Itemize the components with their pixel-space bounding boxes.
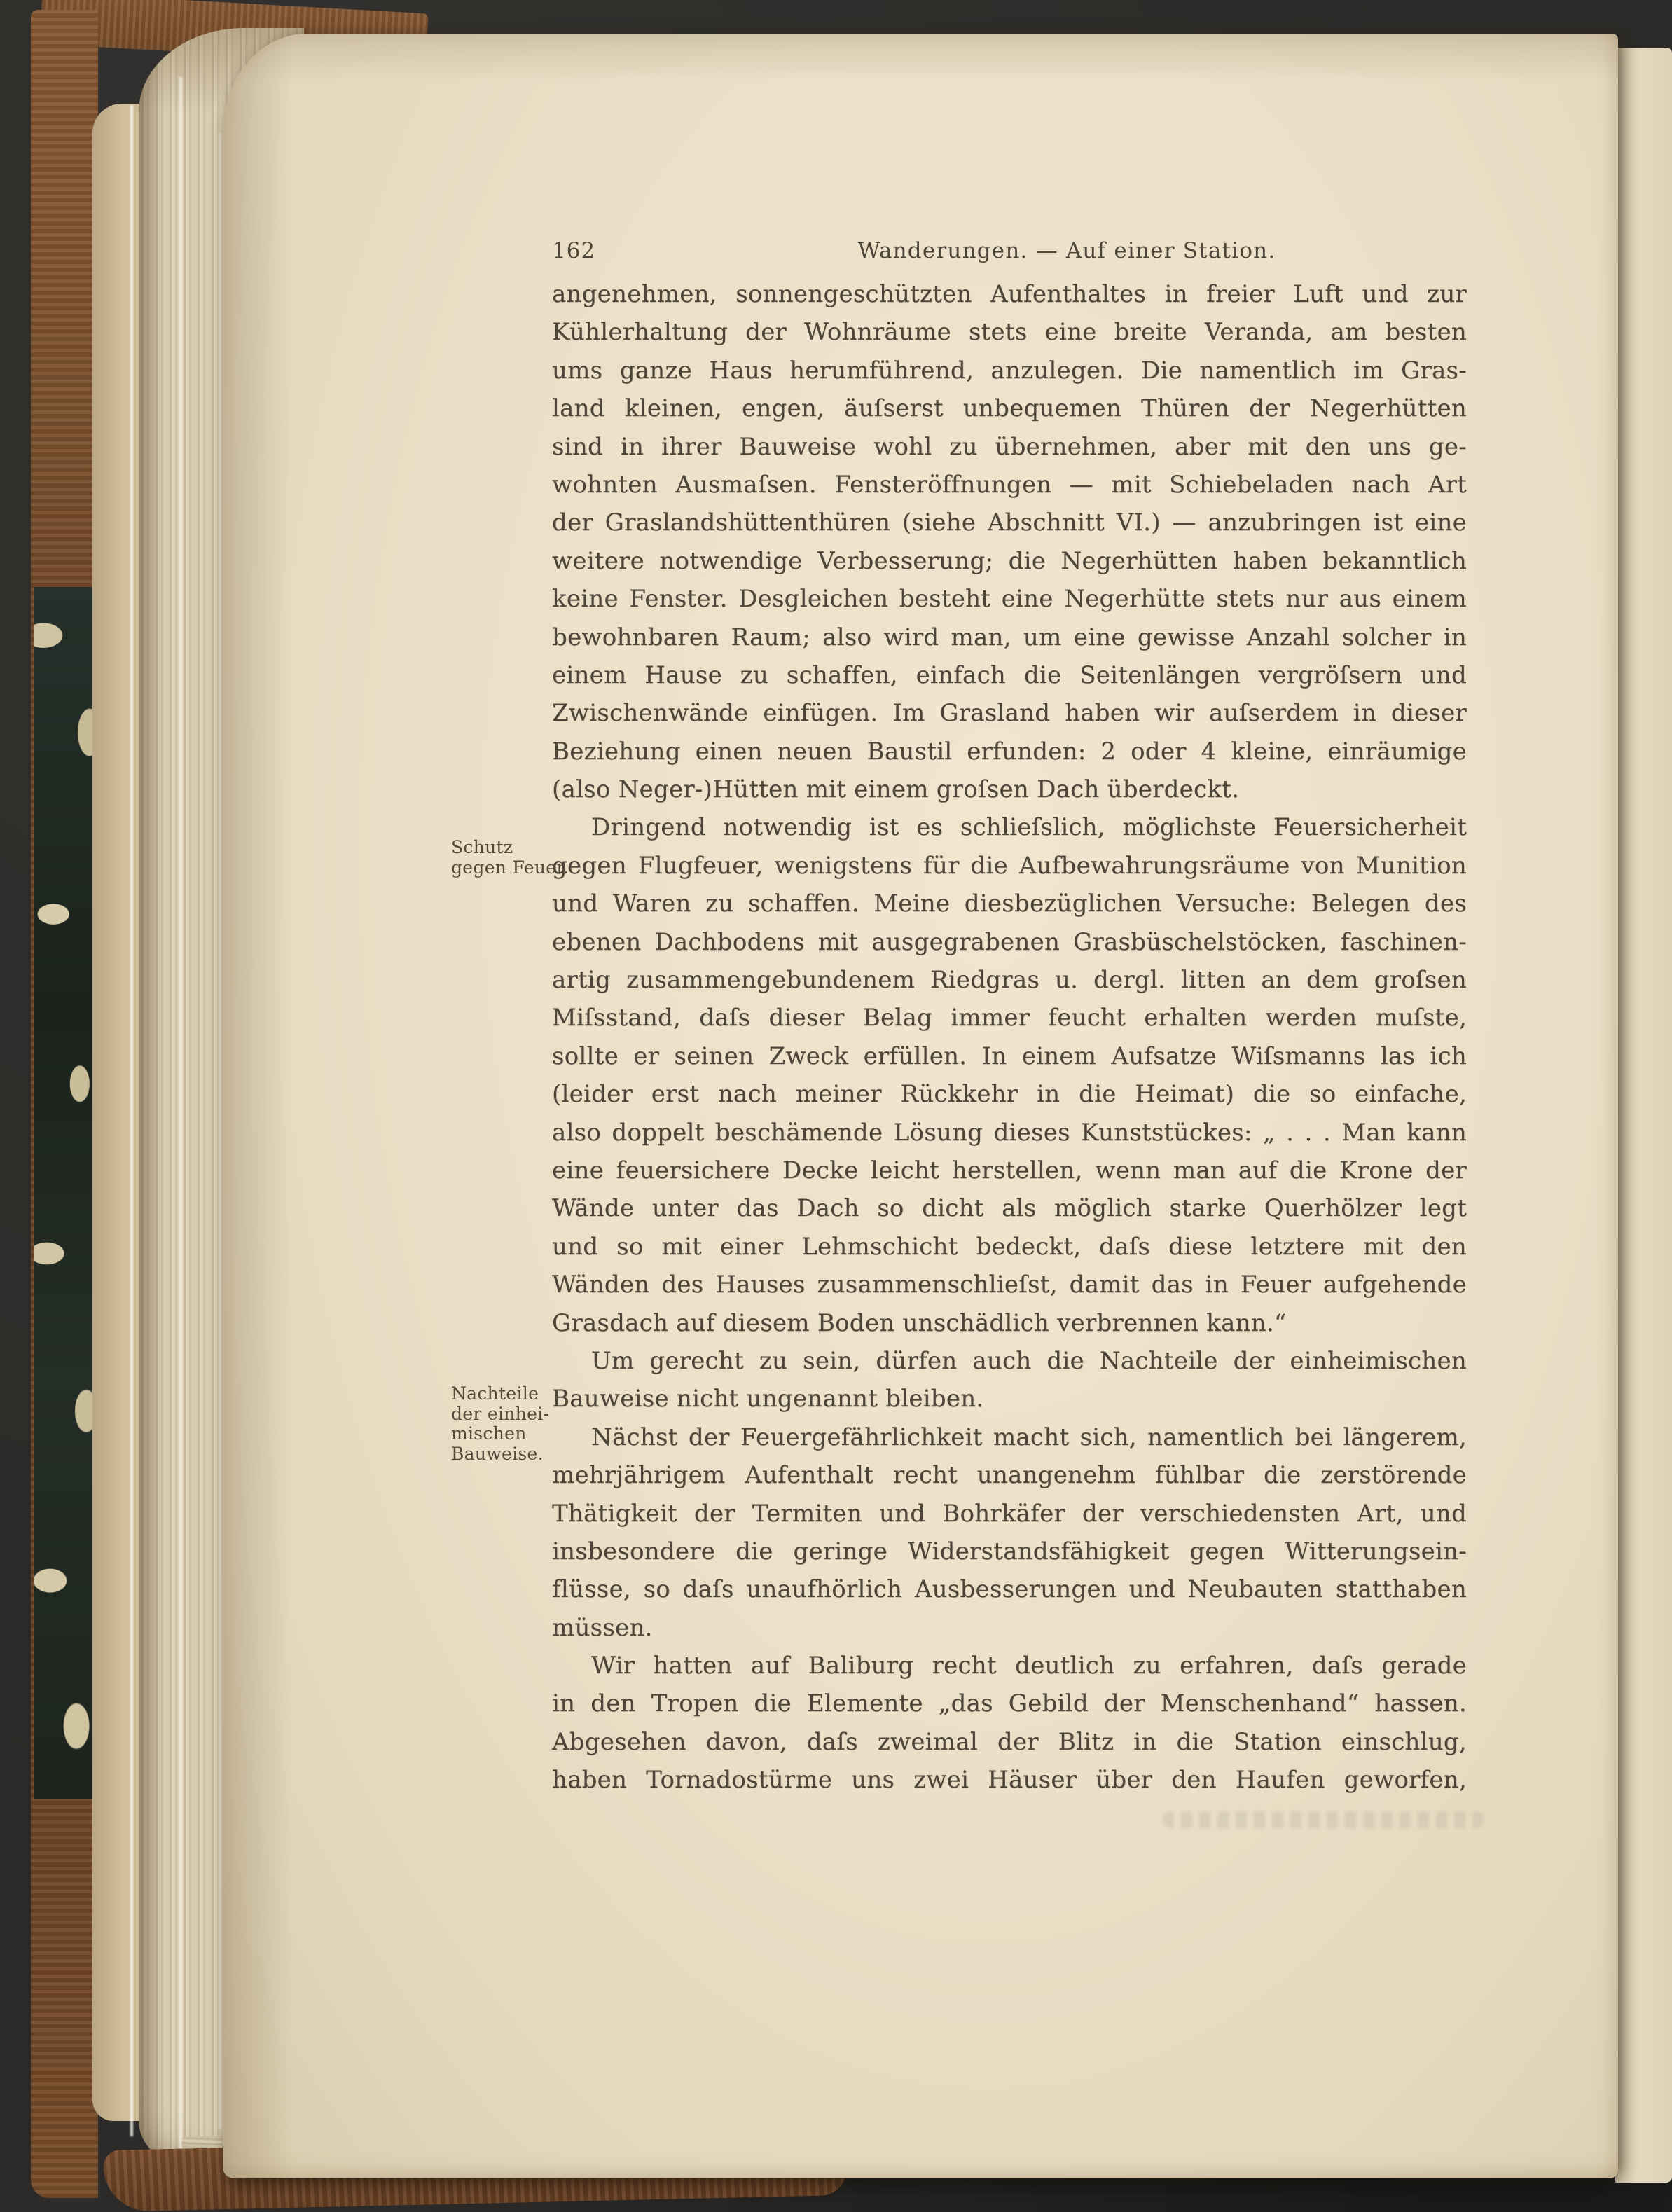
body-line: und so mit einer Lehmschicht bedeckt, daſs diese letztere mit den <box>552 1232 1467 1261</box>
page-content <box>223 34 1618 2178</box>
body-line: (leider erst nach meiner Rückkehr in die Heimat) die so einfache, <box>552 1080 1467 1109</box>
ink-bleed-artifact <box>1163 1811 1485 1828</box>
body-line: land kleinen, engen, äuſserst unbequemen Thüren der Negerhütten <box>552 394 1467 423</box>
body-line: Abgesehen davon, daſs zweimal der Blitz in die Station einschlug, <box>552 1727 1467 1756</box>
body-line: der Graslandshüttenthüren (siehe Abschnitt VI.) — anzubringen ist eine <box>552 509 1467 537</box>
page-edge-highlight <box>219 133 221 2129</box>
body-line: müssen. <box>552 1613 653 1642</box>
body-line: flüsse, so daſs unaufhörlich Ausbesserungen und Neubauten statthaben <box>552 1575 1467 1604</box>
body-text <box>552 280 1467 1804</box>
margin-note-line: Bauweise. <box>451 1443 544 1464</box>
body-line: Wir hatten auf Baliburg recht deutlich zu erfahren, daſs gerade <box>591 1652 1467 1680</box>
body-line: Wänden des Hauses zusammenschlieſst, damit das in Feuer aufgehende <box>552 1271 1467 1299</box>
body-line: also doppelt beschämende Lösung dieses Kunststückes: „ . . . Man kann <box>552 1118 1467 1147</box>
body-line: Wände unter das Dach so dicht als möglich starke Querhölzer legt <box>552 1194 1467 1223</box>
page-edge-highlight <box>130 105 133 2136</box>
body-line: haben Tornadostürme uns zwei Häuser über den Haufen geworfen, <box>552 1766 1467 1795</box>
running-header: Wanderungen. — Auf einer Station. <box>857 238 1276 263</box>
body-line: Dringend notwendig ist es schlieſslich, möglichste Feuersicherheit <box>591 813 1467 842</box>
next-page-edge <box>1615 48 1672 2183</box>
body-line: ebenen Dachbodens mit ausgegrabenen Grasbüschelstöcken, faschinen- <box>552 927 1467 956</box>
body-line: sollte er seinen Zweck erfüllen. In einem Aufsatze Wiſsmanns las ich <box>552 1042 1467 1070</box>
body-line: in den Tropen die Elemente „das Gebild der Menschenhand“ hassen. <box>552 1689 1467 1718</box>
body-line: bewohnbaren Raum; also wird man, um eine gewisse Anzahl solcher in <box>552 623 1467 651</box>
body-line: mehrjährigem Aufenthalt recht unangenehm fühlbar die zerstörende <box>552 1461 1467 1490</box>
margin-note-line: mischen <box>451 1423 527 1444</box>
body-line: angenehmen, sonnengeschützten Aufenthaltes in freier Luft und zur <box>552 280 1467 308</box>
body-line: Bauweise nicht ungenannt bleiben. <box>552 1385 984 1413</box>
body-line: keine Fenster. Desgleichen besteht eine Negerhütte stets nur aus einem <box>552 585 1467 614</box>
page-number: 162 <box>552 238 596 263</box>
margin-note-line: gegen Feuer. <box>451 857 569 878</box>
body-line: Zwischenwände einfügen. Im Grasland haben wir auſserdem in dieser <box>552 699 1467 728</box>
body-line: und Waren zu schaffen. Meine diesbezüglichen Versuche: Belegen des <box>552 890 1467 918</box>
body-line: eine feuersichere Decke leicht herstellen, wenn man auf die Krone der <box>552 1156 1467 1184</box>
body-line: gegen Flugfeuer, wenigstens für die Aufbewahrungsräume von Munition <box>552 851 1467 880</box>
book-page <box>223 34 1618 2178</box>
body-line: Beziehung einen neuen Baustil erfunden: 2 oder 4 kleine, einräumige <box>552 737 1467 766</box>
body-line: Um gerecht zu sein, dürfen auch die Nachteile der einheimischen <box>591 1346 1467 1375</box>
body-line: Grasdach auf diesem Boden unschädlich verbrennen kann.“ <box>552 1308 1287 1337</box>
body-line: einem Hause zu schaffen, einfach die Seitenlängen vergröſsern und <box>552 661 1467 689</box>
body-line: ums ganze Haus herumführend, anzulegen. Die namentlich im Gras- <box>552 356 1467 385</box>
page-edge-highlight <box>179 77 182 2150</box>
body-line: sind in ihrer Bauweise wohl zu übernehmen, aber mit den uns ge- <box>552 432 1467 461</box>
body-line: Kühlerhaltung der Wohnräume stets eine breite Veranda, am besten <box>552 318 1467 347</box>
margin-note-line: der einhei- <box>451 1403 550 1424</box>
margin-note-line: Nachteile <box>451 1383 539 1404</box>
margin-note-line: Schutz <box>451 837 513 857</box>
body-line: Nächst der Feuergefährlichkeit macht sich, namentlich bei längerem, <box>591 1423 1467 1451</box>
body-line: weitere notwendige Verbesserung; die Negerhütten haben bekanntlich <box>552 546 1467 575</box>
marbled-cover-paper <box>34 587 99 1799</box>
body-line: artig zusammengebundenem Riedgras u. dergl. litten an dem groſsen <box>552 966 1467 995</box>
body-line: wohnten Ausmaſsen. Fensteröffnungen — mit Schiebeladen nach Art <box>552 470 1467 499</box>
body-line: insbesondere die geringe Widerstandsfähigkeit gegen Witterungsein- <box>552 1537 1467 1565</box>
body-line: (also Neger-)Hütten mit einem groſsen Dach überdeckt. <box>552 775 1240 804</box>
body-line: Thätigkeit der Termiten und Bohrkäfer der verschiedensten Art, und <box>552 1499 1467 1528</box>
body-line: Miſsstand, daſs dieser Belag immer feucht erhalten werden muſste, <box>552 1004 1467 1032</box>
